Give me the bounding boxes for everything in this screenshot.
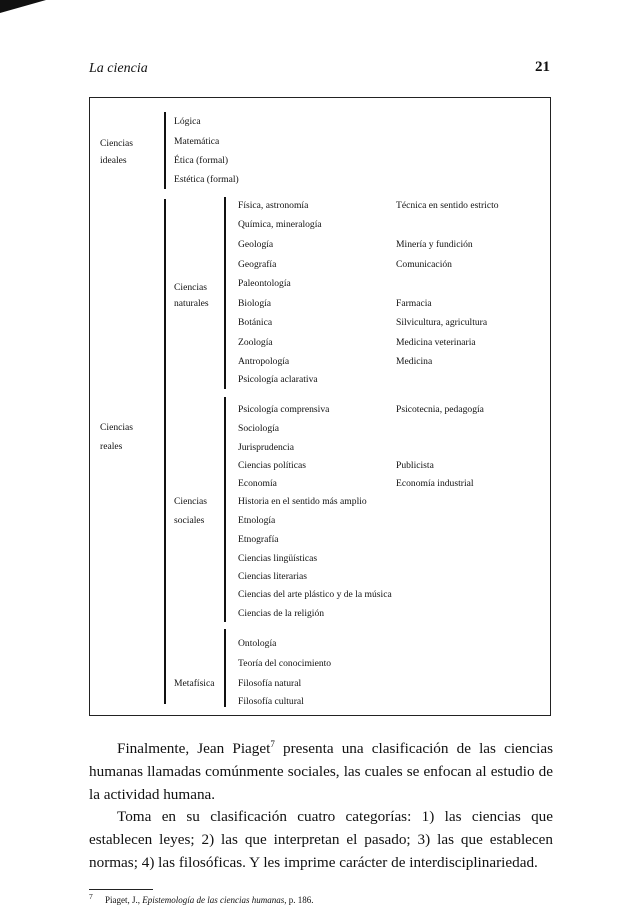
naturales-item: Biología [238,298,272,309]
sociales-applied: Economía industrial [396,478,474,489]
corner-mark [0,0,46,14]
bracket-naturales [224,197,226,389]
sociales-item: Sociología [238,423,280,434]
footnote-number: 7 [89,892,93,901]
naturales-item: Geografía [238,259,277,270]
footnote-title: Epistemología de las ciencias humanas [142,895,285,905]
naturales-applied: Silvicultura, agricultura [396,317,488,328]
metafisica-item: Filosofía natural [238,678,302,689]
naturales-item: Zoología [238,337,273,348]
naturales-applied: Técnica en sentido estricto [396,200,499,211]
sociales-item: Psicología comprensiva [238,404,330,415]
metafisica-item: Filosofía cultural [238,696,304,707]
naturales-applied: Minería y fundición [396,239,473,250]
naturales-item: Paleontología [238,278,291,289]
ideales-item: Estética (formal) [174,174,239,185]
subgroup-label-sociales-2: sociales [174,515,205,526]
metafisica-item: Teoría del conocimiento [238,658,332,669]
bracket-sociales [224,397,226,622]
naturales-item: Psicología aclarativa [238,374,318,385]
page-number: 21 [535,59,550,75]
naturales-applied: Comunicación [396,259,452,270]
naturales-applied: Farmacia [396,298,432,309]
footnote-page: , p. 186. [284,895,314,905]
sociales-item: Ciencias de la religión [238,608,325,619]
group-label-reales-2: reales [100,441,123,452]
sociales-item: Ciencias políticas [238,460,306,471]
footnote-ref[interactable]: 7 [270,739,275,749]
naturales-item: Química, mineralogía [238,219,322,230]
bracket-metafisica [224,629,226,707]
body-text [89,733,553,875]
sociales-applied: Publicista [396,460,434,471]
ideales-item: Matemática [174,136,220,147]
sociales-item: Etnografía [238,534,279,545]
sociales-item: Economía [238,478,277,489]
subgroup-label-metafisica: Metafísica [174,678,215,689]
naturales-item: Antropología [238,356,290,367]
running-header-title: La ciencia [89,61,148,76]
naturales-item: Botánica [238,317,273,328]
sociales-applied: Psicotecnia, pedagogía [396,404,484,415]
sociales-item: Ciencias literarias [238,571,307,582]
footnote-author: Piaget, J., [105,895,140,905]
paragraph: Toma en su clasificación cuatro categorías: 1) las ciencias que establecen leyes; 2) las que interpretan el pasado; 3) las que establecen normas; 4) las filosóficas. Y les imprime carácter de interdisciplinariedad. [89,808,553,872]
bracket-ideales [164,112,166,189]
classification-table [89,97,551,716]
group-label-ideales-1: Ciencias [100,138,134,149]
ideales-item: Lógica [174,116,201,127]
sociales-item: Jurisprudencia [238,442,294,453]
naturales-item: Física, astronomía [238,200,309,211]
subgroup-label-naturales-1: Ciencias [174,282,208,293]
paragraph: Finalmente, Jean Piaget$^7$ presenta una clasificación de las ciencias humanas llamadas comúnmente sociales, las cuales se enfocan al estudio de la actividad humana. [89,739,553,803]
subgroup-label-sociales-1: Ciencias [174,496,208,507]
naturales-item: Geología [238,239,274,250]
naturales-applied: Medicina veterinaria [396,337,476,348]
footnote [89,892,313,905]
ideales-item: Ética (formal) [174,155,229,166]
bracket-reales [164,199,166,704]
group-label-ideales-2: ideales [100,155,127,166]
subgroup-label-naturales-2: naturales [174,298,209,309]
group-label-reales-1: Ciencias [100,422,134,433]
sociales-item: Ciencias del arte plástico y de la música [238,589,392,600]
footnote-rule [89,889,153,890]
metafisica-item: Ontología [238,638,277,649]
sociales-item: Historia en el sentido más amplio [238,496,367,507]
naturales-applied: Medicina [396,356,433,367]
sociales-item: Etnología [238,515,276,526]
sociales-item: Ciencias lingüísticas [238,553,318,564]
